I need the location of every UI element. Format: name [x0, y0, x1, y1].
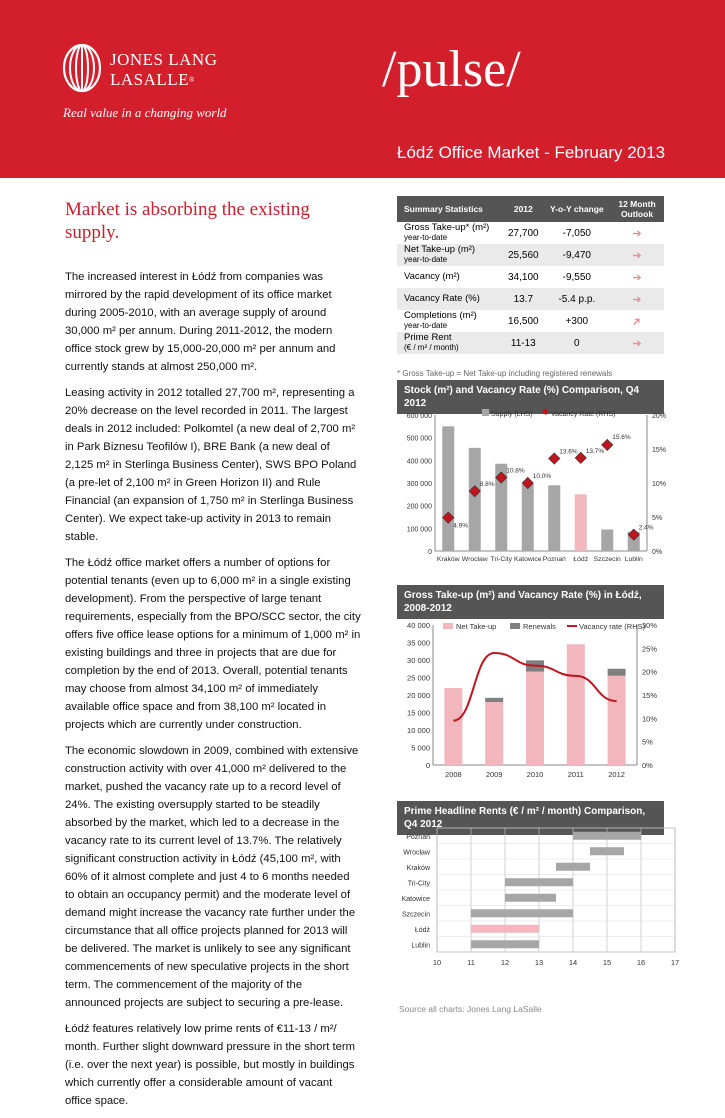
y-tick-label: 15 000	[407, 708, 430, 718]
column-header: 12 Month Outlook	[610, 196, 664, 222]
registered-mark: ®	[189, 76, 195, 84]
vacancy-data-label: 15.6%	[612, 433, 631, 441]
legend-label: Net Take-up	[456, 622, 497, 631]
rent-range-bar	[471, 925, 539, 933]
summary-footnote: * Gross Take-up = Net Take-up including registered renewals	[397, 369, 613, 378]
arrow-right-icon: ➔	[632, 293, 642, 306]
y2-tick-label: 10%	[642, 714, 658, 724]
x-tick-label: Łódź	[573, 556, 589, 563]
y2-tick-label: 20%	[652, 413, 667, 420]
x-tick-label: Lublin	[624, 556, 643, 563]
stock-chart-title: Stock (m²) and Vacancy Rate (%) Comparison, Q4 2012	[397, 380, 664, 414]
rent-range-bar	[471, 940, 539, 948]
article-body	[65, 268, 361, 1118]
y2-tick-label: 0%	[652, 549, 663, 556]
x-tick-label: 2008	[445, 770, 462, 779]
value-2012: 13.7	[503, 288, 544, 310]
y-tick-label: 25 000	[407, 673, 430, 683]
supply-bar	[522, 484, 534, 551]
column-header: Summary Statistics	[397, 196, 503, 222]
row-sublabel: year-to-date	[404, 255, 448, 264]
value-2012: 27,700	[508, 227, 539, 239]
y-tick-label: 100 000	[406, 526, 432, 534]
y-tick-label: 0	[428, 549, 432, 556]
legend-label: Renewals	[523, 622, 556, 631]
table-row	[397, 244, 664, 266]
table-row	[397, 288, 664, 310]
table-row	[397, 222, 664, 244]
legend-label: Vacancy rate (RHS)	[579, 622, 646, 631]
net-takeup-bar	[608, 676, 626, 765]
x-tick-label: 11	[467, 958, 475, 967]
supply-bar	[469, 448, 481, 551]
y2-tick-label: 10%	[652, 481, 667, 488]
arrow-up-right-icon: ➔	[629, 313, 645, 329]
rent-range-bar	[505, 878, 573, 886]
x-tick-label: 14	[568, 958, 578, 967]
takeup-vacancy-chart	[397, 617, 664, 785]
net-takeup-bar	[485, 702, 503, 765]
y-tick-label: Szczecin	[401, 911, 430, 919]
supply-bar	[442, 426, 454, 551]
rents-chart-title: Prime Headline Rents (€ / m² / month) Comparison, Q4 2012	[397, 801, 664, 835]
chart-source: Source all charts: Jones Lang LaSalle	[399, 1004, 542, 1014]
x-tick-label: Wrocław	[461, 556, 488, 563]
x-tick-label: 2010	[526, 770, 544, 779]
y2-tick-label: 5%	[642, 737, 653, 747]
y2-tick-label: 20%	[642, 667, 658, 677]
y-tick-label: 300 000	[406, 481, 432, 488]
vacancy-data-label: 8.8%	[479, 481, 495, 489]
value-2012: 34,100	[508, 271, 539, 283]
row-label: Vacancy Rate (%)	[404, 293, 480, 304]
x-tick-label: 12	[500, 958, 510, 967]
value-2012: 11-13	[503, 332, 544, 354]
value-2012: 25,560	[503, 244, 544, 266]
arrow-right-icon: ➔	[632, 271, 642, 284]
value-yoy: +300	[565, 315, 589, 327]
paragraph: The economic slowdown in 2009, combined with extensive construction activity with over 41,000 m² delivered to the market, pushed the vacancy rate up to a record level of 24%. The existing oversupply started to be steadily absorbed by the market, which led to a decrease in the vacancy rate to its current level of 13.7%. The relatively significant construction activity in Łódź (45,100 m², with 60% of it almost complete and just 4 to 6 months needed to obtain an occupancy permit) and the moderate level of demand might increase the vacancy rate further under the circumstance that all office projects planned for 2013 will be delivered. The market is unlikely to see any significant commencements of new speculative projects in the short term. The commencement of the majority of the announced projects are subject to securing a pre-lease.	[65, 745, 359, 1009]
value-yoy: -9,470	[544, 244, 610, 266]
y-tick-label: Katowice	[401, 895, 430, 903]
y-tick-label: 20 000	[407, 691, 430, 700]
jll-logo-icon	[62, 43, 102, 93]
net-takeup-bar	[526, 672, 544, 765]
y-tick-label: Łódź	[414, 926, 430, 934]
brand-line-2: LASALLE	[110, 70, 190, 89]
value-yoy: -7,050	[562, 227, 591, 239]
row-sublabel: year-to-date	[404, 233, 448, 242]
y2-tick-label: 15%	[652, 447, 667, 454]
y-tick-label: Poznań	[406, 833, 430, 841]
supply-bar	[601, 529, 613, 551]
y-tick-label: 35 000	[407, 638, 430, 648]
paragraph: Leasing activity in 2012 totalled 27,700 m², representing a 20% decrease on the level recorded in 2011. The largest deals in 2012 included: Polkomtel (a new deal of 2,700 m² in Park Biznesu Teofilów I), BRE Bank (a new deal of 2,125 m² in Sterlinga Business Center), SWS BPO Poland (a pre-let of 2,100 m² in Green Horizon II) and Rule Financial (an expansion of 1,750 m² in Sterlinga Business Center). We expect take-up activity in 2013 to remain stable.	[65, 387, 357, 543]
x-tick-label: Kraków	[436, 556, 460, 563]
report-header	[0, 0, 725, 178]
paragraph: The Łódź office market offers a number of options for potential tenants (even up to 6,000 m² in a single existing development). From the perspective of large tenant requirements, especially from the BPO/SCC sector, the city offers five office lease options for a minimum of 1,000 m² in existing buildings and three in projects that are due for completion by the end of 2013. Overall, potential tenants may choose from almost 34,100 m² of immediately available office space and from 38,100 m² located in projects which are currently under construction.	[65, 557, 361, 731]
vacancy-data-label: 2.4%	[638, 524, 654, 532]
legend-swatch-vacancy	[542, 408, 549, 415]
value-yoy: -5.4 p.p.	[544, 288, 610, 310]
paragraph: The increased interest in Łódź from companies was mirrored by the rapid development of its office market during 2005-2010, with an average supply of around 30,000 m² per annum. During 2011-2012, the modern office stock grew by 15,000-20,000 m² per annum and currently stands at almost 250,000 m².	[65, 271, 336, 373]
y-tick-label: Wrocław	[403, 849, 430, 857]
row-label: Completions (m²)	[404, 310, 477, 321]
value-yoy: -9,550	[562, 271, 591, 283]
pulse-title: /pulse/	[382, 41, 521, 98]
y-tick-label: 10 000	[407, 726, 430, 735]
arrow-right-icon: ➔	[632, 337, 642, 350]
supply-bar	[575, 494, 587, 551]
summary-statistics-table	[397, 196, 664, 354]
x-tick-label: 2011	[567, 770, 584, 779]
y-tick-label: 0	[425, 761, 430, 770]
takeup-chart-title: Gross Take-up (m²) and Vacancy Rate (%) in Łódź, 2008-2012	[397, 585, 664, 619]
legend-label: Supply (LHS)	[491, 411, 533, 418]
legend-swatch-net	[443, 623, 453, 629]
x-tick-label: 15	[602, 958, 612, 967]
paragraph: Łódź features relatively low prime rents of €11-13 / m²/ month. Further slight downward pressure in the short term (i.e. over the next year) is possible, but mostly in buildings which currently offer a considerable amount of vacant office space.	[65, 1023, 356, 1107]
x-tick-label: 2012	[608, 770, 625, 779]
value-yoy: 0	[544, 332, 610, 354]
rent-range-bar	[505, 894, 556, 902]
x-tick-label: 16	[636, 958, 646, 967]
net-takeup-bar	[444, 688, 462, 765]
rent-range-bar	[471, 909, 573, 917]
y2-tick-label: 5%	[652, 515, 663, 522]
rent-range-bar	[556, 863, 590, 871]
brand-name	[110, 50, 217, 90]
y-tick-label: 40 000	[407, 621, 430, 630]
page-headline: Market is absorbing the existing supply.	[65, 199, 310, 243]
table-row	[397, 332, 664, 354]
y-tick-label: 30 000	[407, 656, 430, 665]
rent-range-bar	[590, 847, 624, 855]
legend-swatch-renewals	[510, 623, 520, 629]
x-tick-label: 13	[534, 958, 544, 967]
net-takeup-bar	[567, 644, 585, 765]
x-tick-label: Szczecin	[593, 556, 621, 563]
brand-line-1: JONES LANG	[110, 50, 218, 69]
report-title: Łódź Office Market - February 2013	[397, 143, 666, 162]
vacancy-data-label: 13.7%	[585, 447, 605, 455]
table-row	[397, 310, 664, 332]
prime-rents-chart	[397, 822, 687, 1002]
y-tick-label: 5 000	[411, 743, 430, 753]
y-tick-label: Lublin	[411, 942, 430, 950]
table-row	[397, 266, 664, 288]
x-tick-label: 17	[670, 958, 680, 967]
value-2012: 16,500	[508, 315, 539, 327]
row-label: Net Take-up (m²)	[404, 244, 476, 255]
vacancy-data-label: 4.9%	[453, 522, 469, 530]
y-tick-label: 200 000	[406, 503, 432, 511]
vacancy-point	[549, 453, 560, 464]
y-tick-label: Tri-City	[407, 880, 430, 888]
y-tick-label: 600 000	[406, 413, 432, 420]
brand-tagline: Real value in a changing world	[63, 105, 227, 120]
y2-tick-label: 30%	[642, 621, 658, 630]
column-header: 2012	[503, 196, 544, 222]
renewals-bar	[608, 669, 626, 676]
y2-tick-label: 25%	[642, 644, 658, 654]
supply-bar	[548, 485, 560, 551]
x-tick-label: Katowice	[513, 556, 542, 563]
y2-tick-label: 15%	[642, 691, 658, 700]
arrow-right-icon: ➔	[632, 249, 642, 262]
rent-range-bar	[573, 832, 641, 840]
vacancy-data-label: 10.8%	[506, 467, 525, 475]
row-label: Vacancy (m²)	[404, 271, 460, 282]
x-tick-label: 10	[432, 958, 442, 967]
row-sublabel: year-to-date	[404, 321, 448, 330]
x-tick-label: Tri-City	[490, 556, 513, 563]
arrow-right-icon: ➔	[632, 227, 642, 240]
renewals-bar	[485, 698, 503, 702]
vacancy-data-label: 10.0%	[532, 473, 552, 480]
y-tick-label: Kraków	[406, 864, 430, 872]
row-label: Prime Rent	[404, 332, 452, 343]
row-label: Gross Take-up* (m²)	[404, 222, 490, 233]
legend-swatch-supply	[482, 409, 489, 416]
row-sublabel: (€ / m² / month)	[404, 343, 459, 352]
vacancy-data-label: 13.6%	[559, 448, 578, 456]
x-tick-label: Poznań	[542, 556, 566, 563]
legend-label: Vacancy Rate (RHS)	[551, 411, 616, 418]
x-tick-label: 2009	[485, 770, 503, 779]
column-header: Y-o-Y change	[544, 196, 610, 222]
y-tick-label: 500 000	[406, 435, 432, 443]
y2-tick-label: 0%	[642, 761, 653, 770]
stock-vacancy-chart	[397, 401, 667, 573]
y-tick-label: 400 000	[406, 458, 432, 466]
